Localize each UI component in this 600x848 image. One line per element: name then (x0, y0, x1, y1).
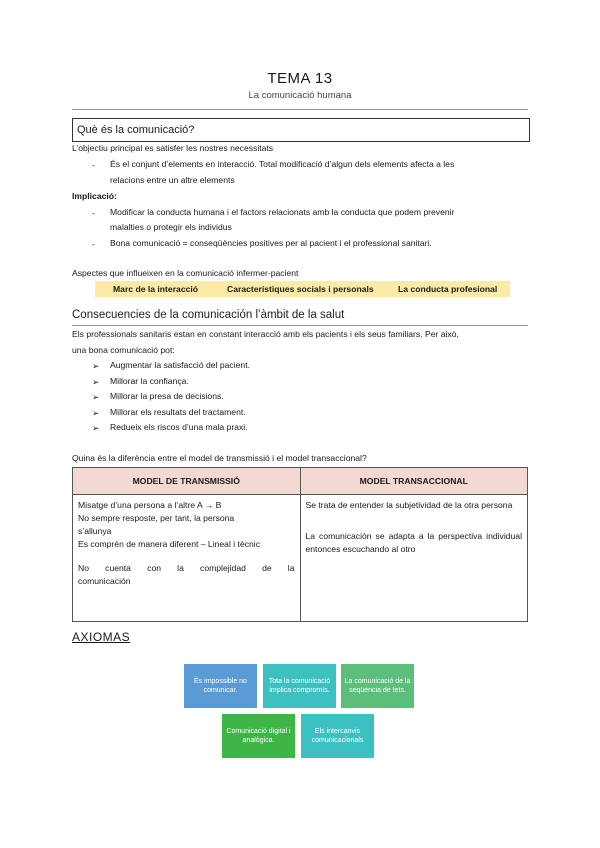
table-row (73, 495, 528, 622)
list-item: Millorar la confiança. (110, 376, 189, 386)
aspects-highlight-bar (95, 281, 510, 297)
aspects-intro: Aspectes que influeixen en la comunicació infermer-pacient (72, 268, 299, 278)
cell-line: s’allunya (78, 526, 112, 536)
list-item: Millorar la presa de decisions. (110, 391, 224, 401)
axiom-box: És impossible no comunicar. (184, 664, 257, 708)
col-header-transmissio: MODEL DE TRANSMISSIÓ (73, 468, 301, 495)
table-header-row (73, 468, 528, 495)
cell-line: Se trata de entender la subjetividad de la otra persona (305, 500, 513, 510)
title-divider (72, 109, 528, 110)
arrow-bullet-icon: ➢ (92, 361, 100, 371)
impl2-text: Bona comunicació = conseqüències positives per al pacient i el professional sanitari. (110, 238, 432, 248)
axiomas-heading: AXIOMAS (72, 630, 131, 644)
axiom-box: Tota la comunicació implica compromís. (263, 664, 336, 708)
dash-bullet: - (92, 208, 95, 218)
aspect-item: Característiques socials i personals (227, 284, 374, 294)
cell-transmissio (73, 495, 301, 622)
objective-text: L’objectiu principal es satisfer les nostres necessitats (72, 143, 274, 153)
page-subtitle: La comunicació humana (248, 90, 352, 101)
impl1-line2: malalties o protegir els individus (110, 222, 232, 232)
cell-line: No sempre resposte, per tant, la persona (78, 513, 235, 523)
list-item: Millorar els resultats del tractament. (110, 407, 246, 417)
bullet1-line2: relacions entre un altre elements (110, 175, 235, 185)
comparison-question: Quina és la diferència entre el model de transmissió i el model transaccional? (72, 453, 367, 463)
consequences-para-line1: Els professionals sanitaris estan en constant interacció amb els pacients i els seus familiars. Per això, (72, 329, 459, 339)
arrow-bullet-icon: ➢ (92, 423, 100, 433)
axiom-box: Comunicació digital i analògica. (222, 714, 295, 758)
dash-bullet: - (92, 239, 95, 249)
dash-bullet: - (92, 160, 95, 170)
cell-line: No cuenta con la complejidad de la (78, 563, 295, 573)
impl1-line1: Modificar la conducta humana i el factors relacionats amb la conducta que podem prevenir (110, 207, 455, 217)
section-heading-consecuencies: Consecuencies de la comunicación l’àmbit de la salut (72, 309, 345, 321)
axiom-box: La comunicació de la seqüència de fets. (341, 664, 414, 708)
cell-line: comunicación (78, 576, 131, 586)
page-title: TEMA 13 (267, 70, 333, 87)
aspect-item: Marc de la interacció (113, 284, 199, 294)
axiom-box: Els intercanvis comunicacionals (301, 714, 374, 758)
cell-line: Misatge d’una persona a l’altre A → B (78, 500, 222, 510)
comparison-table (72, 467, 528, 622)
section-divider (72, 325, 528, 326)
arrow-bullet-icon: ➢ (92, 408, 100, 418)
arrow-bullet-icon: ➢ (92, 377, 100, 387)
arrow-bullet-icon: ➢ (92, 392, 100, 402)
list-item: Augmentar la satisfacció del pacient. (110, 360, 250, 370)
list-item: Redueix els riscos d’una mala praxi. (110, 422, 248, 432)
cell-line: Es comprén de manera diferent – Lineal i tècnic (78, 539, 261, 549)
cell-transaccional (300, 495, 528, 622)
col-header-transaccional: MODEL TRANSACCIONAL (300, 468, 528, 495)
section-heading-que-es: Què és la comunicació? (72, 118, 530, 142)
aspect-item: La conducta profesional (398, 284, 498, 294)
cell-line: La comunicación se adapta a la perspectiva individual entonces escuchando al otro (305, 531, 522, 554)
bullet1-line1: És el conjunt d’elements en interacció. Total modificació d’algun dels elements afecta a les (110, 159, 455, 169)
implications-label: Implicació: (72, 191, 117, 201)
consequences-para-line2: una bona comunicació pot: (72, 345, 175, 355)
